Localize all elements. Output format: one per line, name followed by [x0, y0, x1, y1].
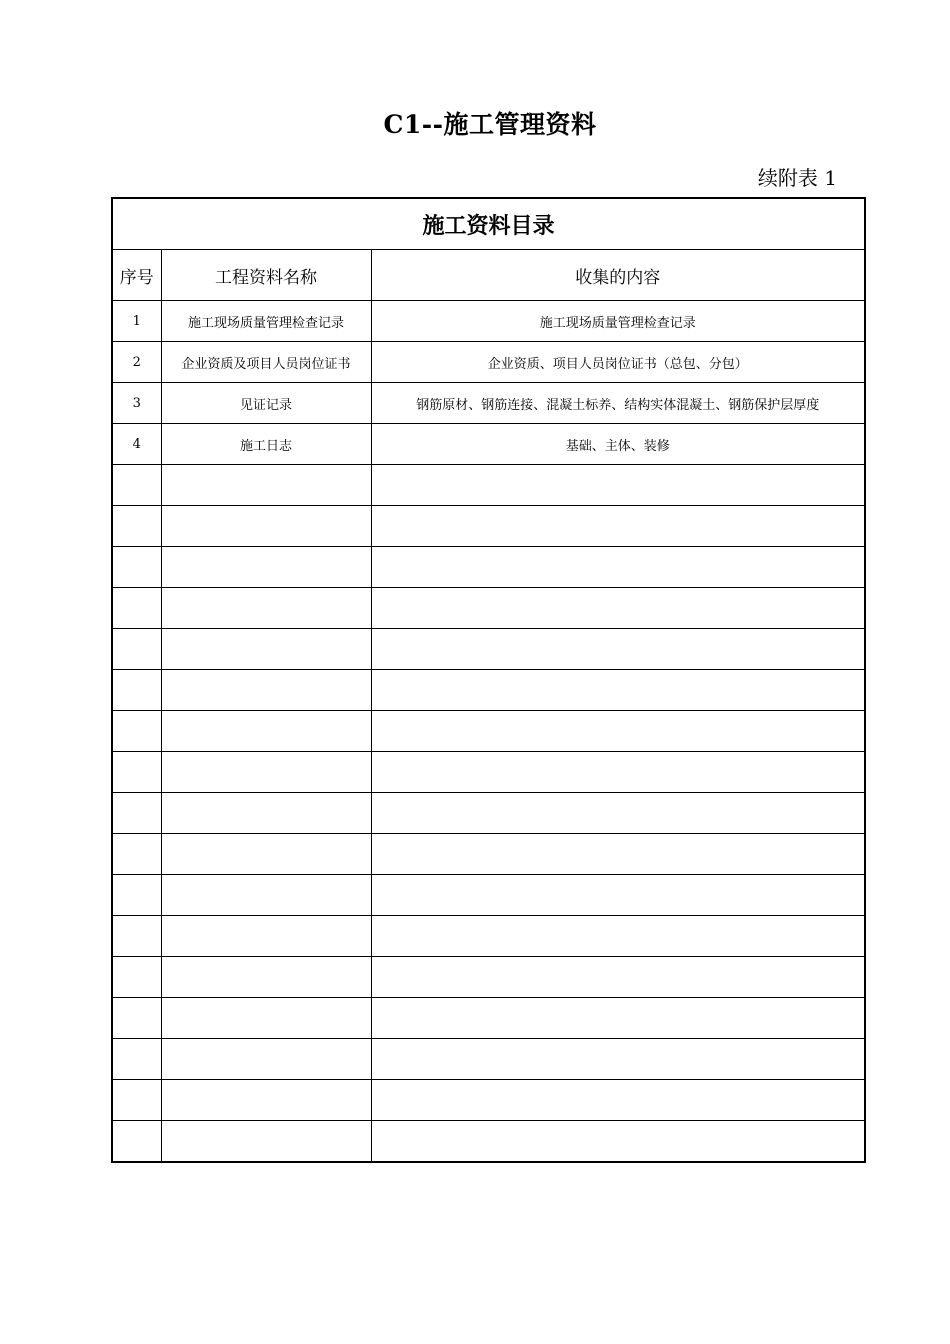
row-name: [161, 547, 371, 588]
row-no: 3: [112, 383, 161, 424]
row-name: [161, 588, 371, 629]
table-row: [112, 711, 865, 752]
row-content: [371, 629, 865, 670]
table-row: [112, 301, 865, 342]
table-row: [112, 506, 865, 547]
row-name: [161, 506, 371, 547]
row-content: 基础、主体、装修: [371, 424, 865, 465]
row-name: 施工日志: [161, 424, 371, 465]
row-no: [112, 1080, 161, 1121]
row-no: [112, 875, 161, 916]
row-content: [371, 670, 865, 711]
row-content: [371, 916, 865, 957]
table-row: [112, 793, 865, 834]
row-content: [371, 875, 865, 916]
row-name: 企业资质及项目人员岗位证书: [161, 342, 371, 383]
row-name: [161, 793, 371, 834]
row-no: [112, 793, 161, 834]
table-row: [112, 629, 865, 670]
row-content: [371, 588, 865, 629]
row-name: [161, 629, 371, 670]
row-name: 施工现场质量管理检查记录: [161, 301, 371, 342]
row-no: [112, 1039, 161, 1080]
caption-row: [112, 198, 865, 250]
row-name: [161, 1121, 371, 1163]
table-row: [112, 834, 865, 875]
table-row: [112, 670, 865, 711]
row-no: [112, 670, 161, 711]
table-row: [112, 1039, 865, 1080]
row-name: [161, 875, 371, 916]
row-no: 1: [112, 301, 161, 342]
row-content: 钢筋原材、钢筋连接、混凝土标养、结构实体混凝土、钢筋保护层厚度: [371, 383, 865, 424]
header-no: 序号: [112, 250, 161, 301]
row-name: [161, 752, 371, 793]
row-content: 施工现场质量管理检查记录: [371, 301, 865, 342]
table-row: [112, 752, 865, 793]
row-no: [112, 711, 161, 752]
row-content: [371, 957, 865, 998]
row-content: [371, 1121, 865, 1163]
table-row: [112, 588, 865, 629]
row-content: [371, 1039, 865, 1080]
table-row: [112, 1080, 865, 1121]
row-no: [112, 629, 161, 670]
table-row: [112, 998, 865, 1039]
table-row: [112, 957, 865, 998]
row-no: [112, 547, 161, 588]
row-name: [161, 1080, 371, 1121]
row-name: [161, 834, 371, 875]
row-content: [371, 793, 865, 834]
appendix-label: 续附表 1: [757, 166, 837, 190]
table-row: [112, 916, 865, 957]
row-no: [112, 752, 161, 793]
row-name: [161, 916, 371, 957]
row-content: [371, 465, 865, 506]
table-row: [112, 547, 865, 588]
table-row: [112, 383, 865, 424]
header-name: 工程资料名称: [161, 250, 371, 301]
row-content: [371, 834, 865, 875]
row-name: [161, 465, 371, 506]
row-no: [112, 588, 161, 629]
row-content: [371, 711, 865, 752]
row-name: [161, 670, 371, 711]
row-content: [371, 998, 865, 1039]
table-row: [112, 342, 865, 383]
row-content: [371, 1080, 865, 1121]
table-body: [112, 198, 865, 1162]
document-title: C1--施工管理资料: [383, 110, 597, 139]
row-no: 2: [112, 342, 161, 383]
header-content: 收集的内容: [371, 250, 865, 301]
table-caption: 施工资料目录: [112, 198, 865, 250]
table-row: [112, 465, 865, 506]
row-no: 4: [112, 424, 161, 465]
row-name: [161, 711, 371, 752]
table-row: [112, 424, 865, 465]
row-no: [112, 834, 161, 875]
catalog-table: [111, 197, 866, 1163]
row-content: 企业资质、项目人员岗位证书（总包、分包）: [371, 342, 865, 383]
row-name: 见证记录: [161, 383, 371, 424]
row-content: [371, 752, 865, 793]
row-no: [112, 465, 161, 506]
row-no: [112, 916, 161, 957]
row-name: [161, 1039, 371, 1080]
row-content: [371, 547, 865, 588]
table-row: [112, 1121, 865, 1163]
row-no: [112, 1121, 161, 1163]
row-name: [161, 957, 371, 998]
row-content: [371, 506, 865, 547]
row-name: [161, 998, 371, 1039]
row-no: [112, 957, 161, 998]
header-row: [112, 250, 865, 301]
row-no: [112, 998, 161, 1039]
row-no: [112, 506, 161, 547]
table-row: [112, 875, 865, 916]
